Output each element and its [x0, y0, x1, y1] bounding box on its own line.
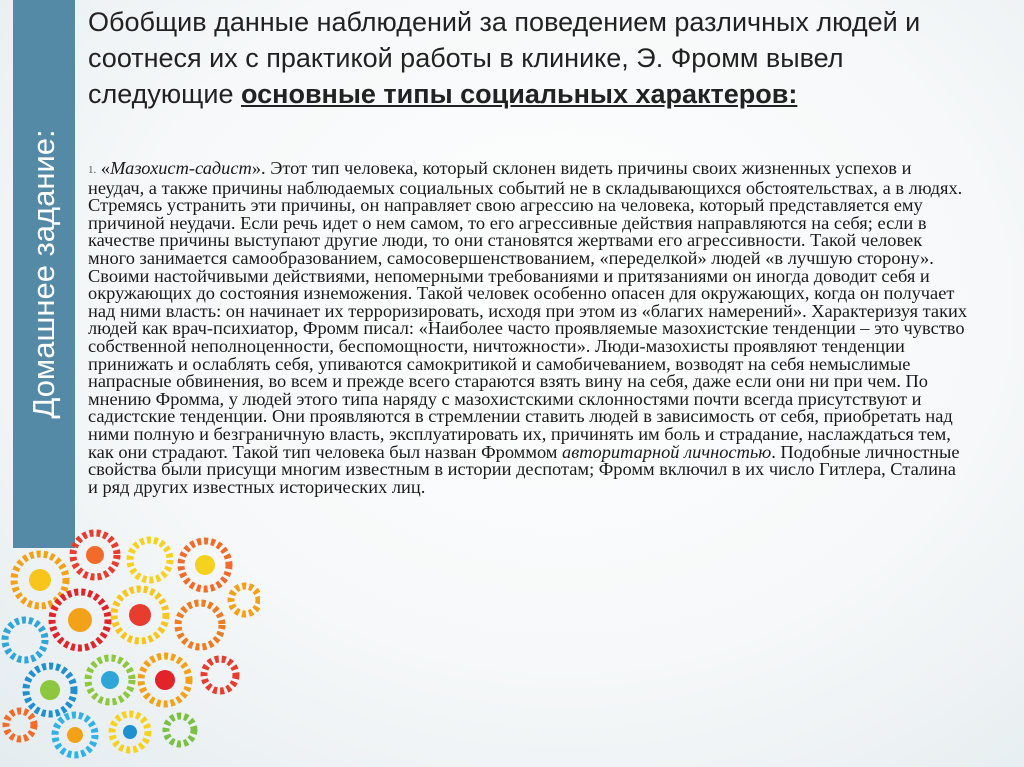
slide-title	[88, 4, 958, 112]
body-text-end: . Подобные личностные свойства были присущи многим известным в истории деспотам; Фромм включил в их число Гитлера, Сталина и ряд других известных исторических лиц.	[88, 441, 960, 497]
body-paragraph	[88, 160, 968, 496]
term-masochist-sadist: Мазохист-садист	[110, 158, 252, 178]
colorful-gears-icon	[0, 520, 260, 767]
title-intro: Обобщив данные наблюдений за поведением различных людей и соотнеся их с практикой работы в клинике, Э. Фромм вывел следующие	[88, 7, 921, 109]
list-number: 1.	[88, 164, 97, 176]
body-text-start: «	[100, 158, 111, 178]
title-emphasis: основные типы социальных характеров:	[241, 79, 798, 109]
term-authoritarian-personality: авторитарной личностью	[562, 441, 772, 462]
body-text-main: ». Этот тип человека, который склонен видеть причины своих жизненных успехов и неудач, а также причины наблюдаемых социальных событий не в складывающихся обстоятельствах, а в людях. Стремясь устранить эти причины, он направляет свою агрессию на человека, который представляется ему причиной неудачи. Если речь идет о нем самом, то его агрессивные действия направляются на себя; если в качестве причины выступают другие люди, то они становятся жертвами его агрессивности. Такой человек много занимается самообразованием, самосовершенствованием, «переделкой» людей «в лучшую сторону». Своими настойчивыми действиями, непомерными требованиями и притязаниями он иногда доводит себя и окружающих до состояния изнеможения. Такой человек особенно опасен для окружающих, когда он получает над ними власть: он начинает их терроризировать, исходя при этом из «благих намерений». Характеризуя таких людей как врач-психиатор, Фромм писал: «Наиболее часто проявляемые мазохистские тенденции – это чувство собственной неполноценности, беспомощности, ничтожности». Люди-мазохисты проявляют тенденции принижать и ослаблять себя, упиваются самокритикой и самобичеванием, возводят на себя немыслимые напрасные обвинения, во всем и прежде всего стараются взять вину на себя, даже если они ни при чем. По мнению Фромма, у людей этого типа наряду с мазохистскими склонностями почти всегда присутствуют и садистские тенденции. Они проявляются в стремлении ставить людей в зависимость от себя, приобретать над ними полную и безграничную власть, эксплуатировать их, причинять им боль и страдание, наслаждаться тем, как они страдают. Такой тип человека был назван Фроммом	[88, 158, 968, 462]
sidebar-label: Домашнее задание:	[26, 129, 61, 419]
